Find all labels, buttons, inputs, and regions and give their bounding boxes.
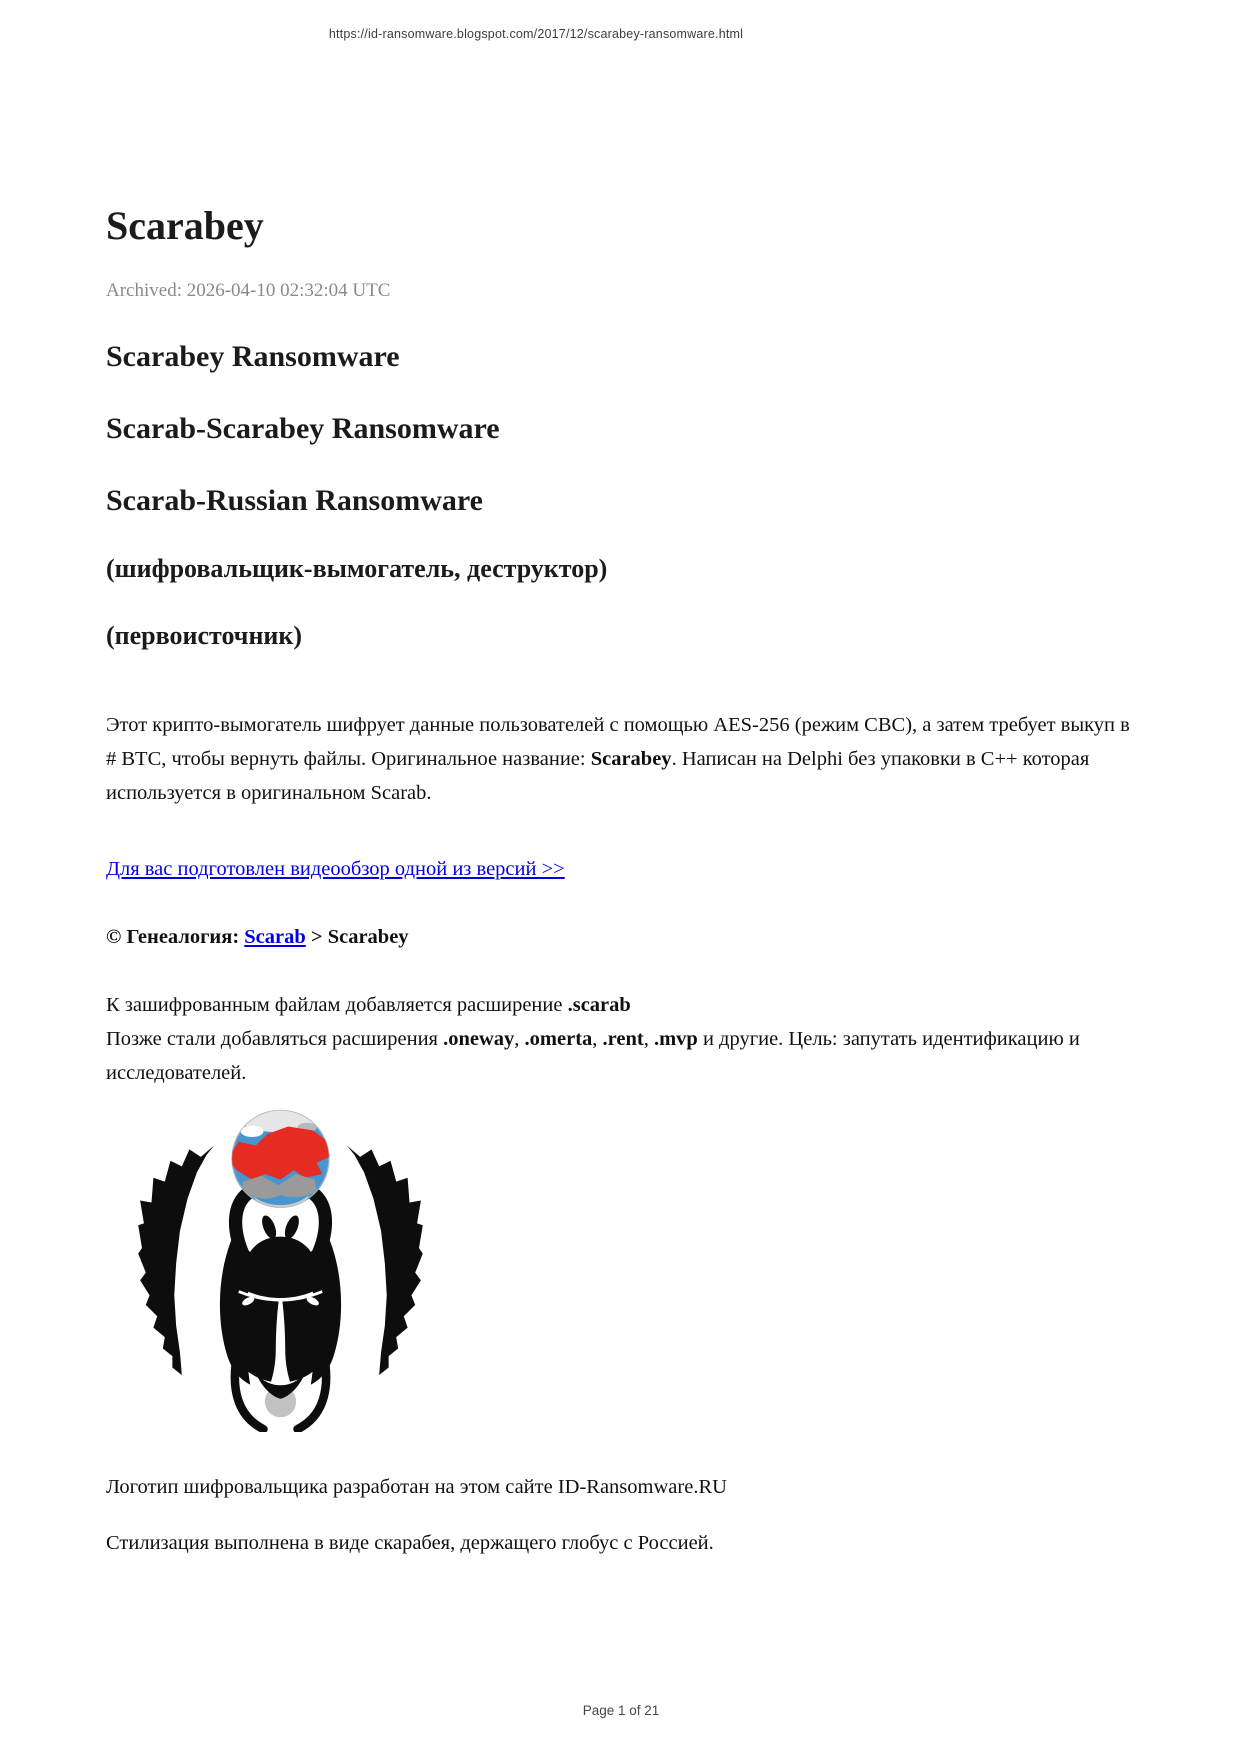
ext-rent: .rent — [602, 1028, 644, 1050]
paragraph-logo-style: Стилизация выполнена в виде скарабея, держащего глобус с Россией. — [106, 1532, 714, 1554]
paragraph-extensions — [106, 988, 1138, 1090]
ext-scarab: .scarab — [567, 994, 631, 1016]
heading-scarab-russian-ransomware: Scarab-Russian Ransomware — [106, 484, 483, 517]
extensions-text-3: и другие. Цель: запутать идентификацию и исследователей. — [106, 1028, 1080, 1084]
wing-icon — [138, 1146, 214, 1376]
paragraph-video-link — [106, 852, 1138, 886]
ext-omerta: .omerta — [524, 1028, 593, 1050]
subheading-type: (шифровальщик-вымогатель, деструктор) — [106, 554, 608, 583]
footer-page-number: Page 1 of 21 — [582, 1703, 660, 1718]
paragraph-intro — [106, 708, 1138, 810]
intro-text-2: . Написан на Delphi без упаковки в C++ которая используется в оригинальном Scarab. — [106, 748, 1090, 804]
archived-timestamp: Archived: 2026-04-10 02:32:04 UTC — [106, 280, 391, 301]
header-url: https://id-ransomware.blogspot.com/2017/12/scarabey-ransomware.html — [328, 27, 744, 41]
ext-mvp: .mvp — [653, 1028, 698, 1050]
video-review-link[interactable]: Для вас подготовлен видеообзор одной из версий >> — [106, 858, 565, 880]
genealogy-line — [106, 920, 1138, 954]
comma: , — [643, 1028, 654, 1050]
subheading-original-source: (первоисточник) — [106, 620, 303, 650]
ext-oneway: .oneway — [443, 1028, 515, 1050]
globe-cloud-small — [241, 1126, 264, 1137]
scarab-link[interactable]: Scarab — [244, 926, 306, 948]
antenna-right — [282, 1214, 302, 1241]
heading-scarab-scarabey-ransomware: Scarab-Scarabey Ransomware — [106, 412, 500, 445]
extensions-text-1: К зашифрованным файлам добавляется расширение — [106, 994, 568, 1016]
page-title: Scarabey — [106, 203, 264, 248]
intro-bold-scarabey: Scarabey — [590, 748, 672, 770]
scarab-logo-image — [138, 1100, 423, 1432]
comma: , — [514, 1028, 525, 1050]
comma: , — [592, 1028, 603, 1050]
extensions-text-2: Позже стали добавляться расширения — [106, 1028, 444, 1050]
antenna-left — [259, 1214, 279, 1241]
genealogy-suffix: > Scarabey — [305, 926, 409, 948]
genealogy-prefix: © Генеалогия: — [106, 926, 245, 948]
pronotum — [241, 1237, 320, 1298]
scarab-beetle-graphic — [138, 1100, 423, 1432]
front-leg — [236, 1193, 249, 1258]
paragraph-logo-credit: Логотип шифровальщика разработан на этом сайте ID-Ransomware.RU — [106, 1476, 727, 1498]
intro-text: Этот крипто-вымогатель шифрует данные пользователей с помощью AES-256 (режим CBC), а затем требует выкуп в # BTC, чтобы вернуть файлы. Оригинальное название: — [106, 714, 1130, 770]
heading-scarabey-ransomware: Scarabey Ransomware — [106, 340, 400, 373]
article-content — [0, 203, 1242, 1560]
